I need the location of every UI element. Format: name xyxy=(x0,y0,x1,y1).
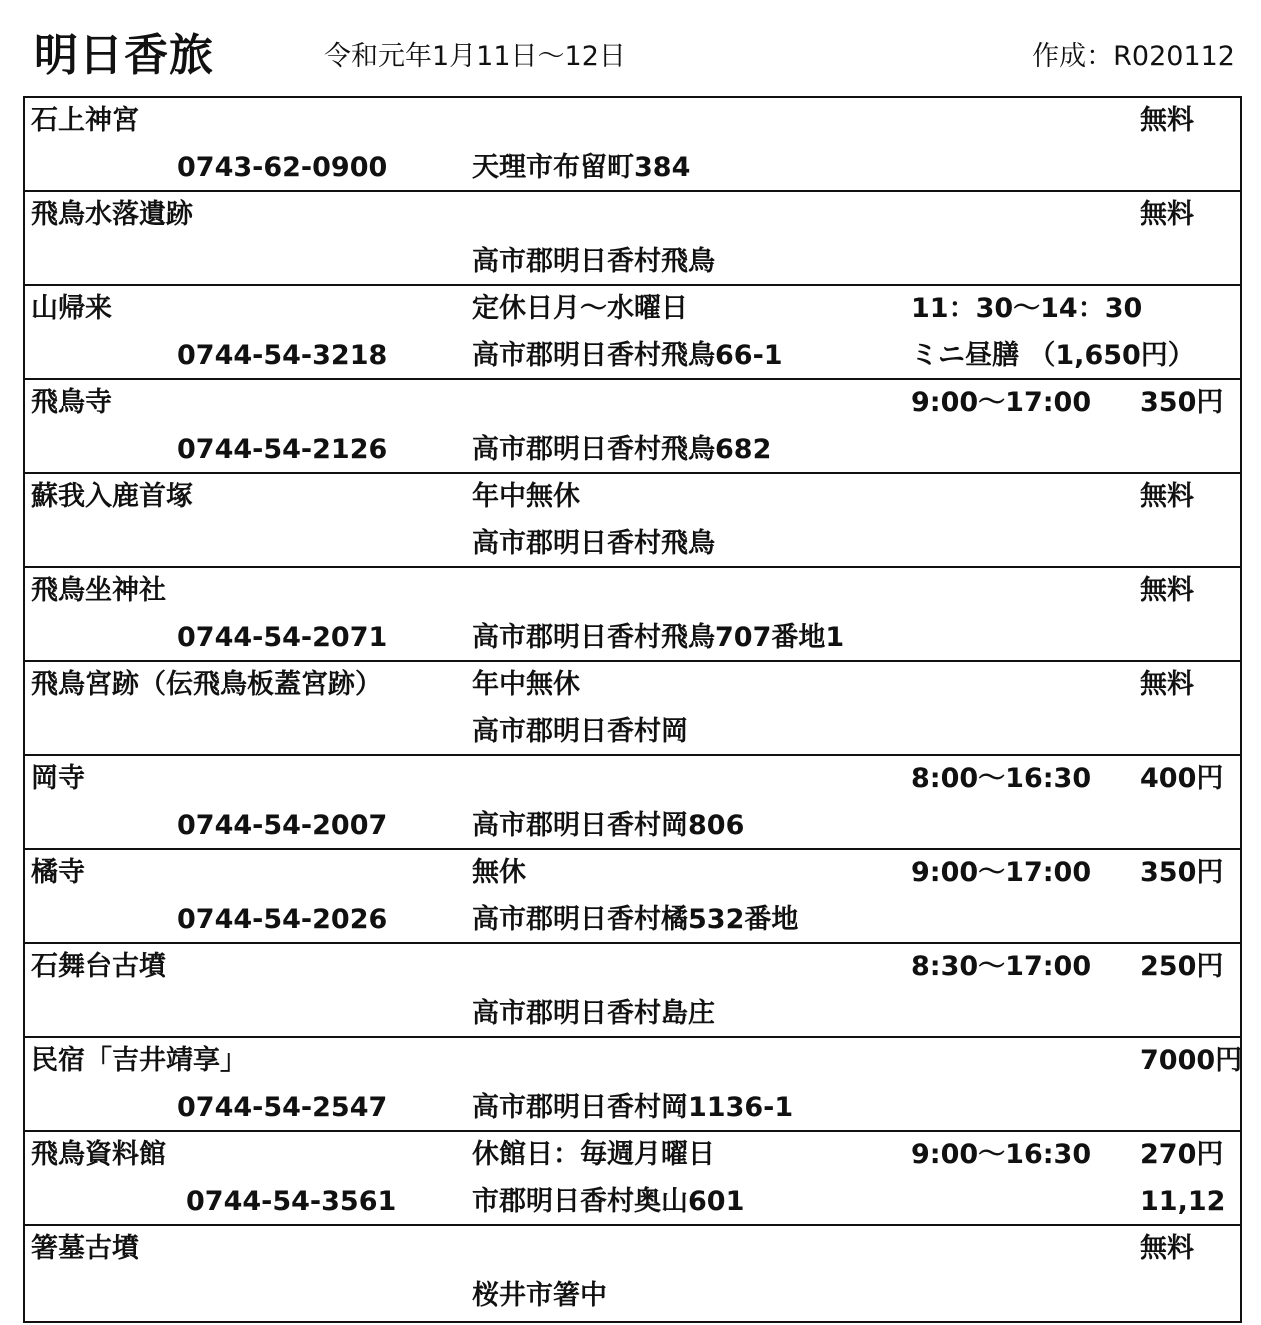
entry-address: 高市郡明日香村飛鳥682 xyxy=(472,434,772,465)
entry-price: 250円 xyxy=(1140,951,1224,982)
entry-address: 高市郡明日香村橘532番地 xyxy=(472,904,799,935)
entry-phone: 0743-62-0900 xyxy=(177,152,388,183)
entry-price: 無料 xyxy=(1140,669,1194,700)
entry-address: 高市郡明日香村飛鳥 xyxy=(472,246,715,277)
entry-hours: 11：30～14：30 xyxy=(911,293,1143,324)
entry-row xyxy=(25,1038,1243,1132)
entry-extra-note: 11,12 xyxy=(1140,1186,1226,1217)
entry-row xyxy=(25,380,1240,474)
entry-phone: 0744-54-3218 xyxy=(177,340,388,371)
entry-closed-days: 年中無休 xyxy=(472,669,580,700)
entry-name: 箸墓古墳 xyxy=(31,1233,139,1264)
entry-name: 橘寺 xyxy=(31,857,85,888)
entry-row xyxy=(25,756,1240,850)
entry-hours: 9:00～17:00 xyxy=(911,387,1092,418)
entry-address: 天理市布留町384 xyxy=(472,152,691,183)
page-header xyxy=(0,0,1261,96)
entry-name: 飛鳥資料館 xyxy=(31,1139,166,1170)
entry-price: 無料 xyxy=(1140,575,1194,606)
entry-row xyxy=(25,474,1240,568)
entry-phone: 0744-54-2547 xyxy=(177,1092,388,1123)
trip-date-range: 令和元年1月11日～12日 xyxy=(324,41,626,72)
entry-row xyxy=(25,1226,1240,1323)
created-date: 作成：R020112 xyxy=(1032,41,1235,72)
entry-address: 高市郡明日香村岡 xyxy=(472,716,688,747)
entry-closed-days: 定休日月～水曜日 xyxy=(472,293,688,324)
entry-name: 石上神宮 xyxy=(31,105,139,136)
entry-name: 民宿「吉井靖享」 xyxy=(31,1045,247,1076)
entry-name: 山帰来 xyxy=(31,293,112,324)
entry-name: 石舞台古墳 xyxy=(31,951,166,982)
entry-name: 飛鳥宮跡（伝飛鳥板蓋宮跡） xyxy=(31,669,382,700)
entry-closed-days: 休館日：毎週月曜日 xyxy=(472,1139,715,1170)
entry-price: 7000円 xyxy=(1140,1045,1243,1076)
entry-phone: 0744-54-2071 xyxy=(177,622,388,653)
entry-address: 高市郡明日香村飛鳥 xyxy=(472,528,715,559)
entry-row xyxy=(25,850,1240,944)
entry-row xyxy=(25,568,1240,662)
entry-hours: 8:00～16:30 xyxy=(911,763,1092,794)
entry-row xyxy=(25,662,1240,756)
entry-address: 高市郡明日香村島庄 xyxy=(472,998,715,1029)
entry-name: 岡寺 xyxy=(31,763,85,794)
entry-price: 無料 xyxy=(1140,481,1194,512)
entry-phone: 0744-54-3561 xyxy=(186,1186,397,1217)
entry-price: 270円 xyxy=(1140,1139,1224,1170)
entry-closed-days: 年中無休 xyxy=(472,481,580,512)
entry-address: 高市郡明日香村岡806 xyxy=(472,810,745,841)
itinerary-table xyxy=(23,96,1242,1323)
entry-hours: 8:30～17:00 xyxy=(911,951,1092,982)
page-title: 明日香旅 xyxy=(34,30,214,81)
entry-address: 高市郡明日香村飛鳥66-1 xyxy=(472,340,783,371)
entry-price: 無料 xyxy=(1140,105,1194,136)
entry-phone: 0744-54-2026 xyxy=(177,904,388,935)
entry-address: 高市郡明日香村岡1136-1 xyxy=(472,1092,794,1123)
entry-address: 高市郡明日香村飛鳥707番地1 xyxy=(472,622,845,653)
entry-row xyxy=(25,944,1240,1038)
entry-row xyxy=(25,286,1240,380)
entry-price: 400円 xyxy=(1140,763,1224,794)
entry-phone: 0744-54-2007 xyxy=(177,810,388,841)
entry-address: 桜井市箸中 xyxy=(472,1280,607,1311)
entry-price: 無料 xyxy=(1140,1233,1194,1264)
entry-row xyxy=(25,192,1240,286)
entry-price: 無料 xyxy=(1140,199,1194,230)
entry-name: 飛鳥寺 xyxy=(31,387,112,418)
entry-price: 350円 xyxy=(1140,387,1224,418)
entry-address: 市郡明日香村奥山601 xyxy=(472,1186,745,1217)
entry-price: 350円 xyxy=(1140,857,1224,888)
entry-phone: 0744-54-2126 xyxy=(177,434,388,465)
entry-hours: 9:00～16:30 xyxy=(911,1139,1092,1170)
entry-name: 飛鳥水落遺跡 xyxy=(31,199,193,230)
entry-row xyxy=(25,98,1240,192)
entry-closed-days: 無休 xyxy=(472,857,526,888)
entry-hours: 9:00～17:00 xyxy=(911,857,1092,888)
entry-row xyxy=(25,1132,1240,1226)
entry-name: 蘇我入鹿首塚 xyxy=(31,481,193,512)
entry-name: 飛鳥坐神社 xyxy=(31,575,166,606)
entry-menu-note: ミニ昼膳 （1,650円） xyxy=(911,340,1195,371)
